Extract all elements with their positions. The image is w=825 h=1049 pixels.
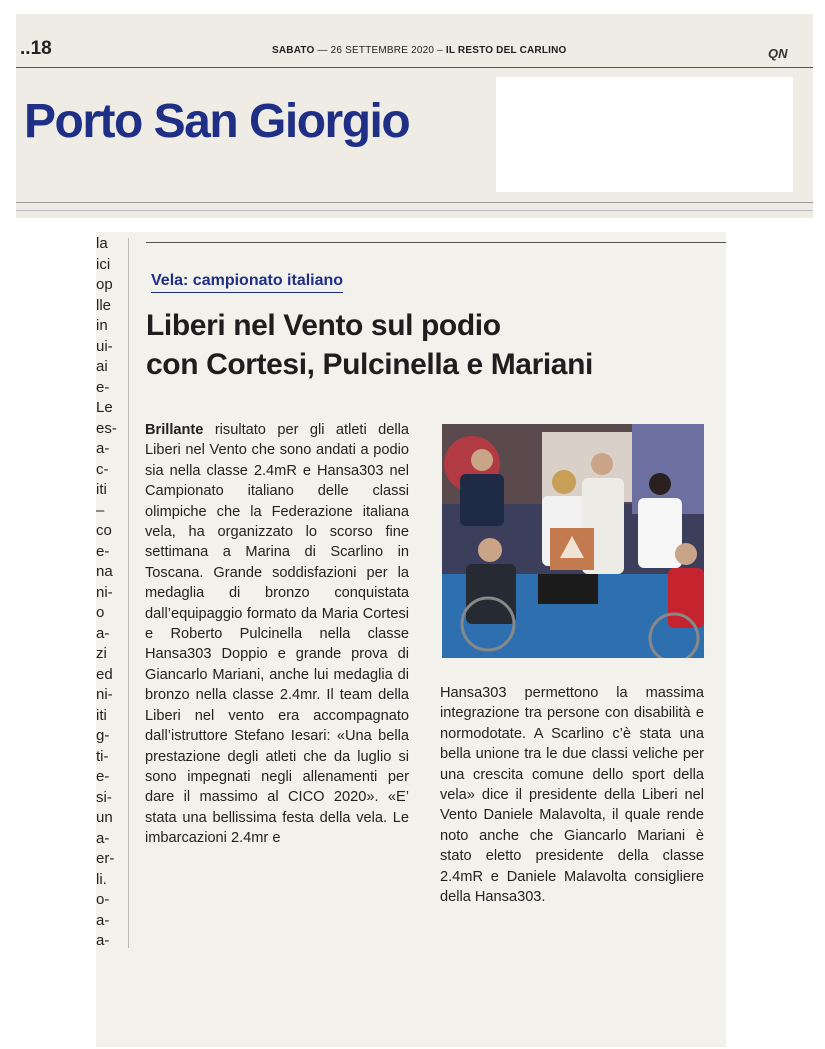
article-headline	[146, 306, 721, 384]
team-photo-illustration	[442, 424, 704, 658]
fragment-line: ni-	[96, 583, 113, 601]
page-number: ..18	[20, 38, 52, 59]
fragment-line: g-	[96, 727, 110, 744]
fragment-line: e-	[96, 768, 110, 785]
fragment-line: ni-	[96, 686, 113, 703]
team-photo	[442, 424, 704, 658]
fragment-line: ed	[96, 665, 113, 683]
page-header-strip	[16, 14, 813, 218]
fragment-line: op	[96, 276, 113, 293]
fragment-line: ti-	[96, 747, 109, 765]
fragment-line: un	[96, 809, 113, 826]
column-divider	[128, 238, 129, 948]
fragment-line: er-	[96, 850, 115, 867]
fragment-line: lle	[96, 296, 112, 314]
fragment-line: in	[96, 317, 108, 334]
redacted-box	[496, 77, 793, 192]
qn-logo: QN	[768, 46, 788, 61]
fragment-line: –	[96, 501, 105, 519]
headline-line-2: con Cortesi, Pulcinella e Mariani	[146, 348, 593, 381]
dateline: SABATO — 26 SETTEMBRE 2020 – IL RESTO DEL CARLINO	[272, 45, 567, 56]
strip-rule	[16, 202, 813, 203]
fragment-line: a-	[96, 911, 110, 929]
fragment-line: a-	[96, 932, 110, 949]
fragment-line: ui-	[96, 337, 113, 355]
fragment-line: es-	[96, 419, 117, 437]
header-rule	[16, 67, 813, 68]
fragment-line: c-	[96, 460, 109, 478]
article-top-rule	[146, 242, 726, 243]
fragment-line: ici	[96, 255, 111, 273]
fragment-line: a-	[96, 829, 110, 847]
fragment-line: a-	[96, 440, 110, 457]
article-clipping	[96, 232, 726, 1047]
headline-line-1: Liberi nel Vento sul podio	[146, 309, 501, 342]
fragment-line: e-	[96, 542, 110, 560]
fragment-line: na	[96, 563, 113, 580]
article-column-2: Hansa303 permettono la massima integrazione tra persone con disabilità e normodotate. A Scarlino c’è stata una bella unione tra le due classi veliche per una crescita comune dello sport della vela» dice il presidente della Liberi nel Vento Daniele Malavolta, il quale rende noto anche che Giancarlo Mariani è stato eletto presidente della classe 2.4mR e Daniele Malavolta consigliere della Hansa303.	[440, 685, 704, 906]
section-title: Porto San Giorgio	[24, 95, 410, 148]
fragment-line: e-	[96, 378, 110, 396]
lead-word: Brillante	[145, 422, 204, 438]
fragment-line: ai	[96, 358, 108, 375]
fragment-line: si-	[96, 788, 112, 806]
article-kicker: Vela: campionato italiano	[151, 272, 343, 293]
fragment-line: o	[96, 604, 105, 621]
fragment-line: co	[96, 522, 112, 539]
fragment-line: la	[96, 235, 108, 252]
fragment-line: o-	[96, 891, 110, 908]
column-1-text: risultato per gli atleti della Liberi nel Vento che sono andati a podio sia nella classe 2.4mR e Hansa303 nel Campionato italiano delle classi olimpiche che la Federazione italiana vela, ha organizzato lo scorso fine settimana a Marina di Scarlino in Toscana. Grande soddisfazioni per la medaglia di bronzo conquistata dall’equipaggio formato da Maria Cortesi e Roberto Pulcinella nella classe Hansa303 Doppio e grande prova di Giancarlo Mariani, anche lui medaglia di bronzo nella classe 2.4mr. Il team della Liberi nel vento era accompagnato dall’istruttore Stefano Iesari: «Una bella prestazione degli atleti che da luglio si sono impegnati negli allenamenti per dare il massimo al CICO 2020». «E’ stata una bellissima festa della vela. Le imbarcazioni 2.4mr e	[145, 422, 409, 847]
fragment-line: a-	[96, 624, 110, 642]
fragment-line: Le	[96, 399, 113, 416]
neighbor-column-fragments	[96, 234, 122, 952]
fragment-line: iti	[96, 706, 107, 724]
article-column-1	[145, 420, 409, 849]
strip-rule-2	[16, 210, 813, 211]
fragment-line: zi	[96, 645, 107, 662]
fragment-line: li.	[96, 870, 107, 888]
fragment-line: iti	[96, 481, 107, 498]
